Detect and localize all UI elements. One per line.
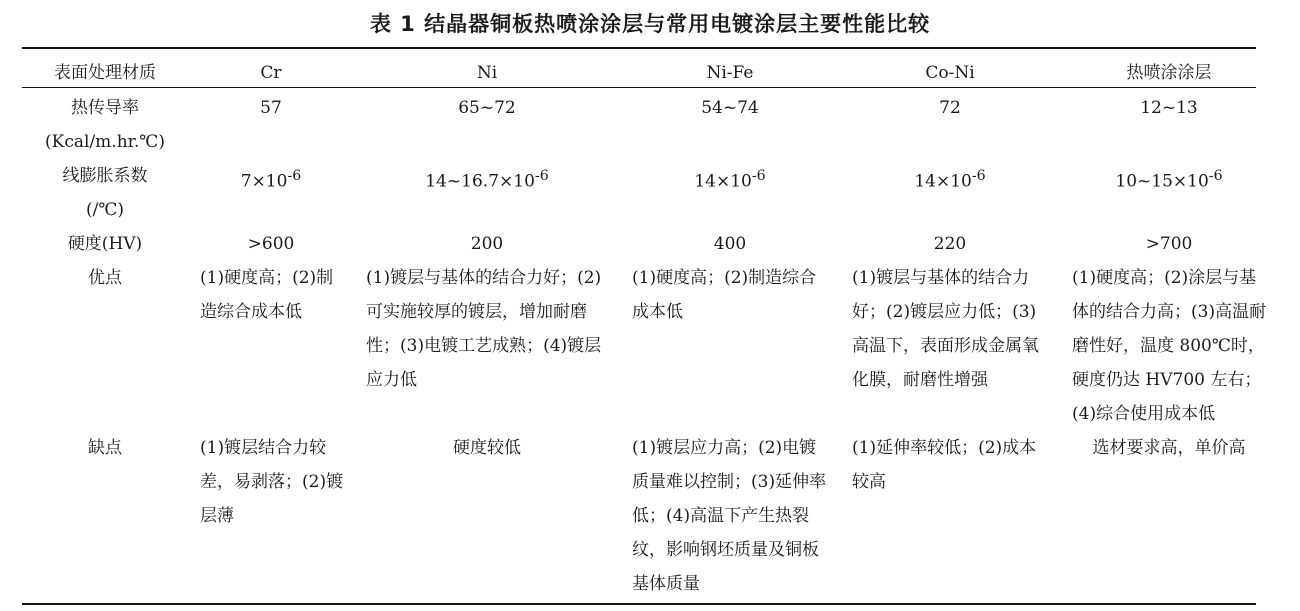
cell-text: (1)硬度高；(2)制造综合成本低	[632, 268, 817, 322]
header-thermal-spray: 热喷涂涂层	[1126, 63, 1212, 83]
row-label	[22, 91, 188, 159]
header-material: 表面处理材质	[54, 63, 156, 83]
row-disadvantages	[22, 431, 1278, 601]
row-advantages	[22, 261, 1278, 431]
header-ni: Ni	[476, 63, 498, 83]
table-top-rule	[22, 47, 1256, 49]
label-line-2: (Kcal/m.hr.℃)	[45, 132, 165, 152]
cell-text: 硬度较低	[453, 438, 521, 458]
row-linear-expansion	[22, 159, 1278, 227]
row-hardness	[22, 227, 1278, 261]
row-label: 优点	[88, 268, 122, 288]
cell-value: >600	[247, 234, 295, 254]
cell-value: $14\times 10^{-6}$	[914, 168, 986, 192]
cell-value: 72	[939, 98, 961, 118]
cell-text: (1)镀层应力高；(2)电镀质量难以控制；(3)延伸率低；(4)高温下产生热裂纹，影响钢坯质量及铜板基体质量	[632, 438, 827, 594]
cell-text: (1)硬度高；(2)制造综合成本低	[200, 268, 334, 322]
comparison-table	[22, 56, 1278, 601]
row-label: 硬度(HV)	[67, 234, 143, 254]
cell-value: 200	[470, 234, 504, 254]
cell-value: 54~74	[701, 98, 759, 118]
cell-value: 400	[713, 234, 747, 254]
header-cr: Cr	[260, 63, 282, 83]
label-line-2: (/℃)	[85, 200, 124, 220]
cell-text: (1)硬度高；(2)涂层与基体的结合力高；(3)高温耐磨性好，温度 800℃时，硬度仍达 HV700 左右；(4)综合使用成本低	[1072, 268, 1267, 424]
cell-text: 选材要求高，单价高	[1092, 438, 1246, 458]
cell-value: 57	[260, 98, 282, 118]
label-line-1: 线膨胀系数	[62, 166, 148, 186]
cell-value: $10\sim 15\times 10^{-6}$	[1115, 168, 1223, 192]
cell-text: (1)镀层与基体的结合力好；(2)镀层应力低；(3)高温下，表面形成金属氧化膜，耐磨性增强	[852, 268, 1039, 390]
cell-value: 65~72	[458, 98, 516, 118]
cell-value: 220	[933, 234, 967, 254]
table-bottom-rule	[22, 603, 1256, 605]
cell-value: >700	[1145, 234, 1193, 254]
cell-text: (1)镀层与基体的结合力好；(2)可实施较厚的镀层，增加耐磨性；(3)电镀工艺成熟；(4)镀层应力低	[366, 268, 602, 390]
cell-value: 12~13	[1140, 98, 1198, 118]
header-co-ni: Co-Ni	[925, 63, 975, 83]
label-line-1: 热传导率	[71, 98, 139, 118]
row-thermal-conductivity	[22, 91, 1278, 159]
row-label: 缺点	[88, 438, 122, 458]
table-title: 表 1 结晶器铜板热喷涂涂层与常用电镀涂层主要性能比较	[369, 12, 931, 36]
header-ni-fe: Ni-Fe	[706, 63, 754, 83]
cell-value: $7\times 10^{-6}$	[240, 168, 302, 192]
cell-text: (1)镀层结合力较差，易剥落；(2)镀层薄	[200, 438, 344, 526]
cell-value: $14\sim 16.7\times 10^{-6}$	[425, 168, 549, 192]
cell-value: $14\times 10^{-6}$	[694, 168, 766, 192]
row-label	[22, 159, 188, 227]
cell-text: (1)延伸率较低；(2)成本较高	[852, 438, 1037, 492]
header-row	[22, 56, 1278, 91]
